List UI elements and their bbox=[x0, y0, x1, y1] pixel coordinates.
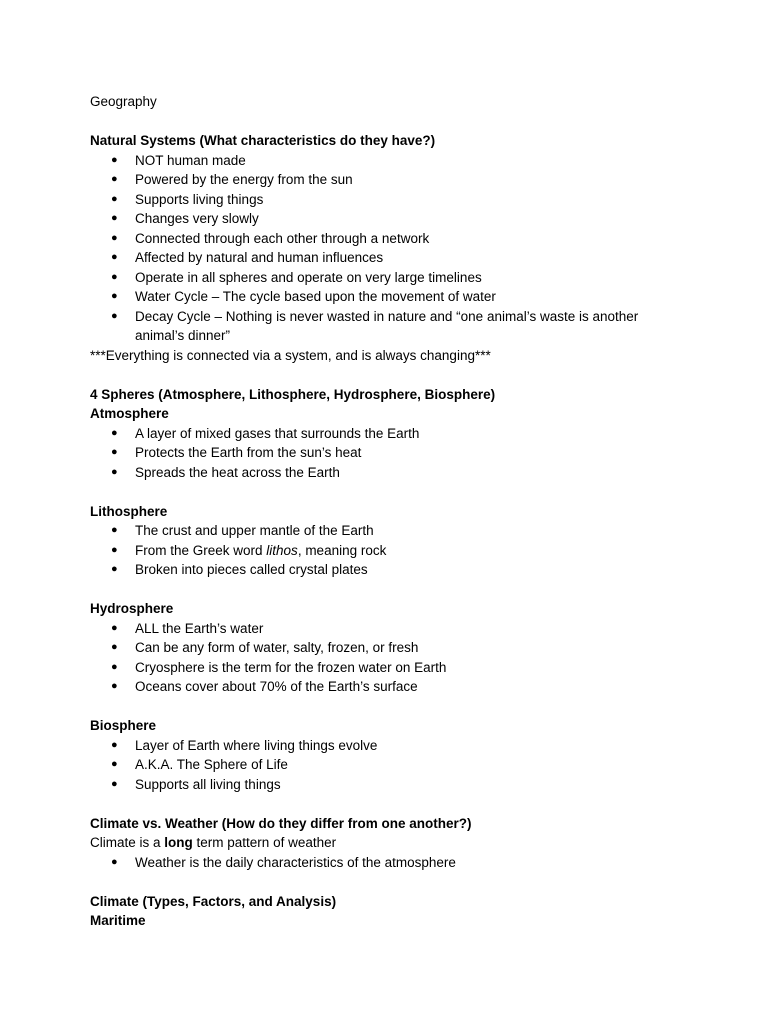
list-item: ● Layer of Earth where living things evolve bbox=[90, 736, 690, 756]
list-item: ● ALL the Earth’s water bbox=[90, 619, 690, 639]
spacer bbox=[90, 365, 690, 385]
list-item: ● NOT human made bbox=[90, 151, 690, 171]
list-item: ● Operate in all spheres and operate on very large timelines bbox=[90, 268, 690, 288]
lithosphere-title: Lithosphere bbox=[90, 503, 168, 519]
hydrosphere-title: Hydrosphere bbox=[90, 601, 174, 616]
bullet-icon: ● bbox=[111, 524, 118, 536]
bullet-icon: ● bbox=[111, 680, 118, 692]
list-item: ● A layer of mixed gases that surrounds the Earth bbox=[90, 424, 690, 444]
atmosphere-list bbox=[90, 424, 690, 483]
list-item: ● Oceans cover about 70% of the Earth’s surface bbox=[90, 677, 690, 697]
list-item: ● Affected by natural and human influences bbox=[90, 248, 690, 268]
list-item: ● Spreads the heat across the Earth bbox=[90, 463, 690, 483]
bullet-icon: ● bbox=[111, 621, 118, 634]
bullet-icon: ● bbox=[111, 738, 118, 751]
list-item: ● Water Cycle – The cycle based upon the movement of water bbox=[90, 287, 690, 307]
lithosphere-list bbox=[90, 521, 690, 580]
climate-weather-list bbox=[90, 853, 690, 873]
document-title: Geography bbox=[90, 94, 157, 109]
biosphere-title: Biosphere bbox=[90, 718, 157, 733]
bullet-icon: ● bbox=[111, 465, 118, 478]
natural-systems-heading: Natural Systems (What characteristics do they have?) bbox=[90, 133, 436, 148]
biosphere-list bbox=[90, 736, 690, 795]
spacer bbox=[90, 580, 690, 600]
bullet-icon: ● bbox=[111, 231, 118, 244]
bullet-icon: ● bbox=[111, 270, 118, 283]
bullet-icon: ● bbox=[111, 173, 118, 185]
list-item: ● Decay Cycle – Nothing is never wasted in nature and “one animal’s waste is another animal’s dinner” bbox=[111, 308, 639, 343]
bullet-icon: ● bbox=[111, 758, 118, 770]
bullet-icon: ● bbox=[111, 563, 118, 575]
list-item: ● Supports all living things bbox=[90, 775, 690, 795]
bullet-icon: ● bbox=[111, 212, 118, 224]
bullet-icon: ● bbox=[111, 641, 118, 653]
spacer bbox=[90, 697, 690, 717]
list-item: ● Connected through each other through a network bbox=[90, 229, 690, 249]
bullet-icon: ● bbox=[111, 777, 118, 790]
list-item: ● Can be any form of water, salty, frozen, or fresh bbox=[90, 638, 690, 658]
bullet-icon: ● bbox=[111, 660, 118, 673]
spacer bbox=[90, 112, 690, 132]
spacer bbox=[90, 794, 690, 814]
bold-term: long bbox=[164, 835, 193, 850]
list-item: ● From the Greek word lithos, meaning rock bbox=[90, 541, 690, 561]
bullet-icon: ● bbox=[111, 426, 118, 439]
maritime-subheading: Maritime bbox=[90, 913, 146, 928]
list-item: ● Changes very slowly bbox=[90, 209, 690, 229]
bullet-icon: ● bbox=[111, 153, 118, 166]
bullet-icon: ● bbox=[111, 309, 118, 322]
bullet-icon: ● bbox=[111, 446, 118, 458]
spacer bbox=[90, 872, 690, 892]
list-item: ● Cryosphere is the term for the frozen water on Earth bbox=[90, 658, 690, 678]
atmosphere-title: Atmosphere bbox=[90, 406, 169, 421]
climate-heading: Climate (Types, Factors, and Analysis) bbox=[90, 893, 337, 909]
list-item: ● Protects the Earth from the sun’s heat bbox=[90, 443, 690, 463]
bullet-icon: ● bbox=[111, 543, 118, 556]
list-item: ● A.K.A. The Sphere of Life bbox=[90, 755, 690, 775]
natural-systems-note: ***Everything is connected via a system, and is always changing*** bbox=[90, 347, 491, 363]
spheres-heading: 4 Spheres (Atmosphere, Lithosphere, Hydrosphere, Biosphere) bbox=[90, 386, 496, 402]
document-page bbox=[90, 92, 690, 931]
climate-weather-heading: Climate vs. Weather (How do they differ from one another?) bbox=[90, 815, 472, 831]
hydrosphere-list bbox=[90, 619, 690, 697]
bullet-icon: ● bbox=[111, 855, 118, 868]
bullet-icon: ● bbox=[111, 290, 118, 302]
climate-sentence: Climate is a long term pattern of weather bbox=[90, 835, 337, 850]
list-item: ● Powered by the energy from the sun bbox=[90, 170, 690, 190]
list-item: ● Supports living things bbox=[90, 190, 690, 210]
list-item: ● Broken into pieces called crystal plates bbox=[90, 560, 690, 580]
spacer bbox=[90, 482, 690, 502]
list-item: ● Weather is the daily characteristics of the atmosphere bbox=[90, 853, 690, 873]
list-item: ● The crust and upper mantle of the Earth bbox=[90, 521, 690, 541]
italic-term: lithos bbox=[266, 542, 298, 558]
bullet-icon: ● bbox=[111, 192, 118, 205]
natural-systems-list bbox=[90, 151, 690, 346]
bullet-icon: ● bbox=[111, 251, 118, 263]
